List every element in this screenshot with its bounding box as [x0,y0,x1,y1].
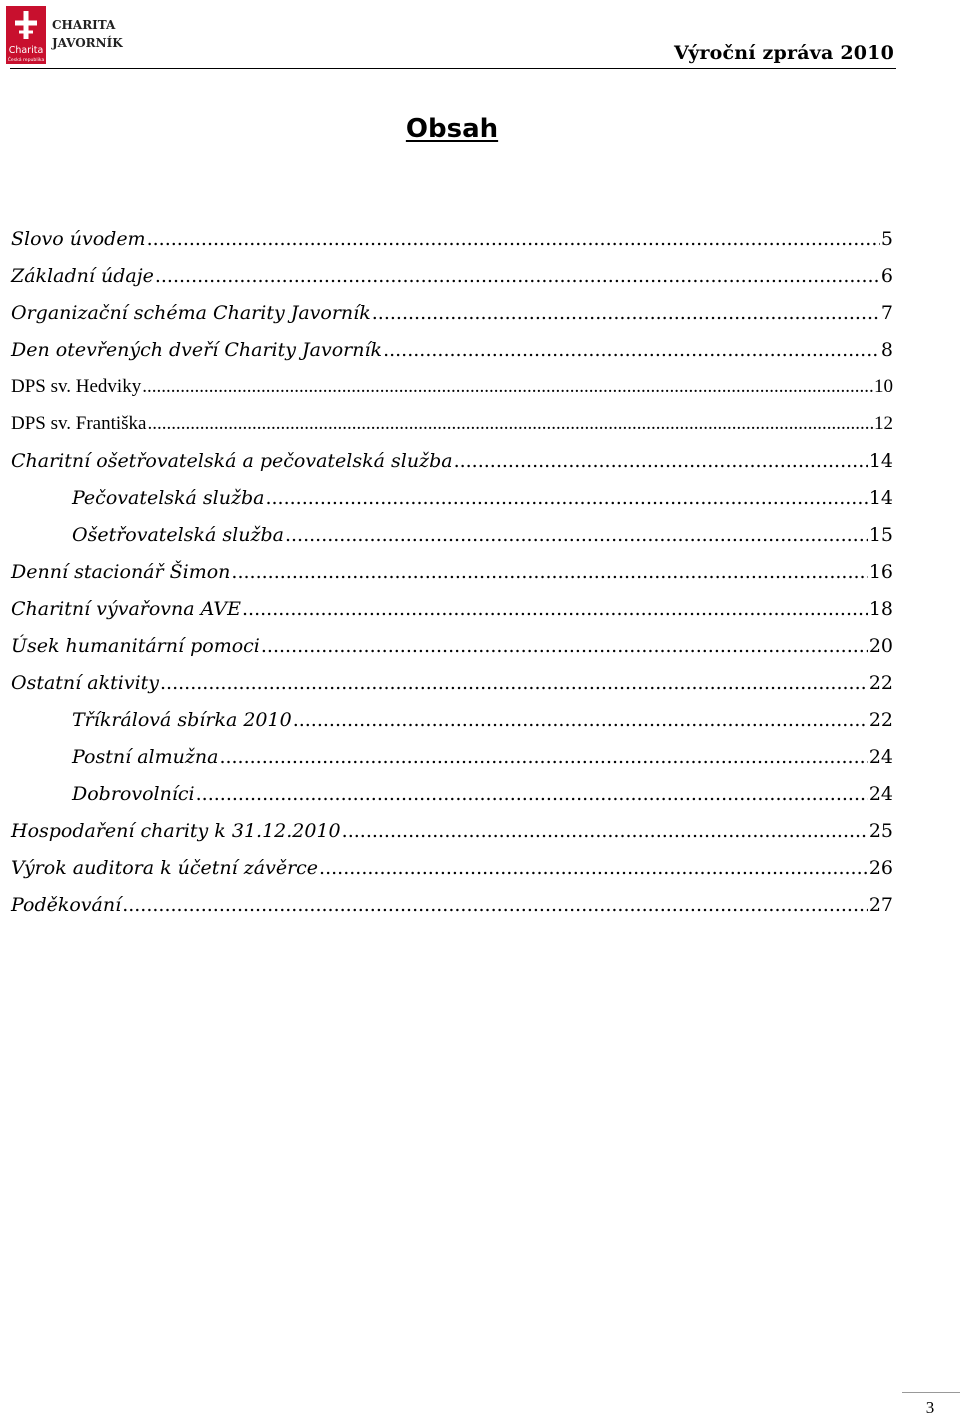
toc-entry[interactable] [11,335,893,372]
toc-dot-leader [261,631,868,661]
toc-entry-label: Den otevřených dveří Charity Javorník [11,339,383,361]
toc-entry-page: 8 [880,339,893,361]
toc-entry-page: 22 [868,709,893,731]
toc-entry-page: 18 [868,598,893,620]
toc-entry-label: Pečovatelská služba [72,487,265,509]
toc-entry[interactable] [11,261,893,298]
toc-entry-page: 20 [868,635,893,657]
toc-entry[interactable] [11,483,893,520]
toc-dot-leader [342,816,868,846]
toc-entry-label: Slovo úvodem [11,228,146,250]
toc-entry[interactable] [11,520,893,557]
table-of-contents [11,224,893,927]
toc-entry-page: 14 [868,450,893,472]
footer-divider [902,1392,960,1393]
toc-entry-page: 25 [868,820,893,842]
toc-entry[interactable] [11,224,893,261]
toc-dot-leader [147,409,873,439]
toc-entry-page: 24 [868,783,893,805]
toc-entry-label: Dobrovolníci [72,783,195,805]
toc-entry-label: Charitní ošetřovatelská a pečovatelská služba [11,450,453,472]
toc-entry-label: Základní údaje [11,265,154,287]
toc-entry[interactable] [11,409,893,446]
toc-entry[interactable] [11,890,893,927]
toc-entry-page: 22 [868,672,893,694]
toc-entry-label: Denní stacionář Šimon [11,561,231,583]
toc-dot-leader [454,446,868,476]
report-title: Výroční zpráva 2010 [674,42,894,64]
toc-entry-label: Organizační schéma Charity Javorník [11,302,371,324]
toc-entry-page: 16 [868,561,893,583]
toc-entry-label: Výrok auditora k účetní závěrce [11,857,319,879]
toc-dot-leader [383,335,880,365]
toc-dot-leader [265,483,867,513]
toc-entry-page: 10 [874,376,893,397]
header-divider [10,68,896,69]
toc-entry[interactable] [11,705,893,742]
toc-entry[interactable] [11,742,893,779]
toc-dot-leader [122,890,868,920]
toc-entry[interactable] [11,668,893,705]
toc-entry[interactable] [11,446,893,483]
toc-entry-label: Tříkrálová sbírka 2010 [72,709,292,731]
toc-entry-label: Poděkování [11,894,122,916]
logo-mark-subtext: Česká republika [7,58,45,63]
toc-dot-leader [147,224,880,254]
toc-dot-leader [319,853,868,883]
toc-entry[interactable] [11,557,893,594]
toc-dot-leader [160,668,868,698]
toc-dot-leader [196,779,868,809]
toc-entry-label: Postní almužna [72,746,219,768]
toc-entry[interactable] [11,853,893,890]
toc-dot-leader [293,705,868,735]
logo-org-name-line1: CHARITA [52,18,116,32]
toc-entry-page: 24 [868,746,893,768]
toc-dot-leader [372,298,880,328]
toc-entry-page: 14 [868,487,893,509]
toc-dot-leader [142,372,873,402]
toc-dot-leader [155,261,880,291]
charita-logo [6,6,126,66]
toc-entry[interactable] [11,298,893,335]
toc-entry-label: Hospodaření charity k 31.12.2010 [11,820,341,842]
toc-entry-page: 27 [868,894,893,916]
toc-dot-leader [242,594,868,624]
page-number: 3 [925,1398,935,1417]
toc-entry[interactable] [11,816,893,853]
toc-entry-page: 7 [880,302,893,324]
toc-entry[interactable] [11,372,893,409]
toc-entry[interactable] [11,631,893,668]
toc-entry-label: DPS sv. Františka [11,413,147,434]
logo-org-name-line2: JAVORNÍK [52,36,123,50]
toc-entry-page: 6 [880,265,893,287]
toc-entry-label: Charitní vývařovna AVE [11,598,242,620]
toc-dot-leader [231,557,867,587]
toc-dot-leader [285,520,868,550]
toc-dot-leader [219,742,867,772]
toc-entry-page: 12 [874,413,893,434]
page-title: Obsah [405,114,499,144]
toc-entry-label: Úsek humanitární pomoci [11,635,260,657]
toc-entry-label: DPS sv. Hedviky [11,376,142,397]
toc-entry-page: 26 [868,857,893,879]
toc-entry[interactable] [11,594,893,631]
logo-mark-text: Charita [8,45,44,56]
toc-entry-label: Ostatní aktivity [11,672,160,694]
toc-entry-page: 5 [880,228,893,250]
toc-entry-label: Ošetřovatelská služba [72,524,284,546]
toc-entry[interactable] [11,779,893,816]
toc-entry-page: 15 [868,524,893,546]
